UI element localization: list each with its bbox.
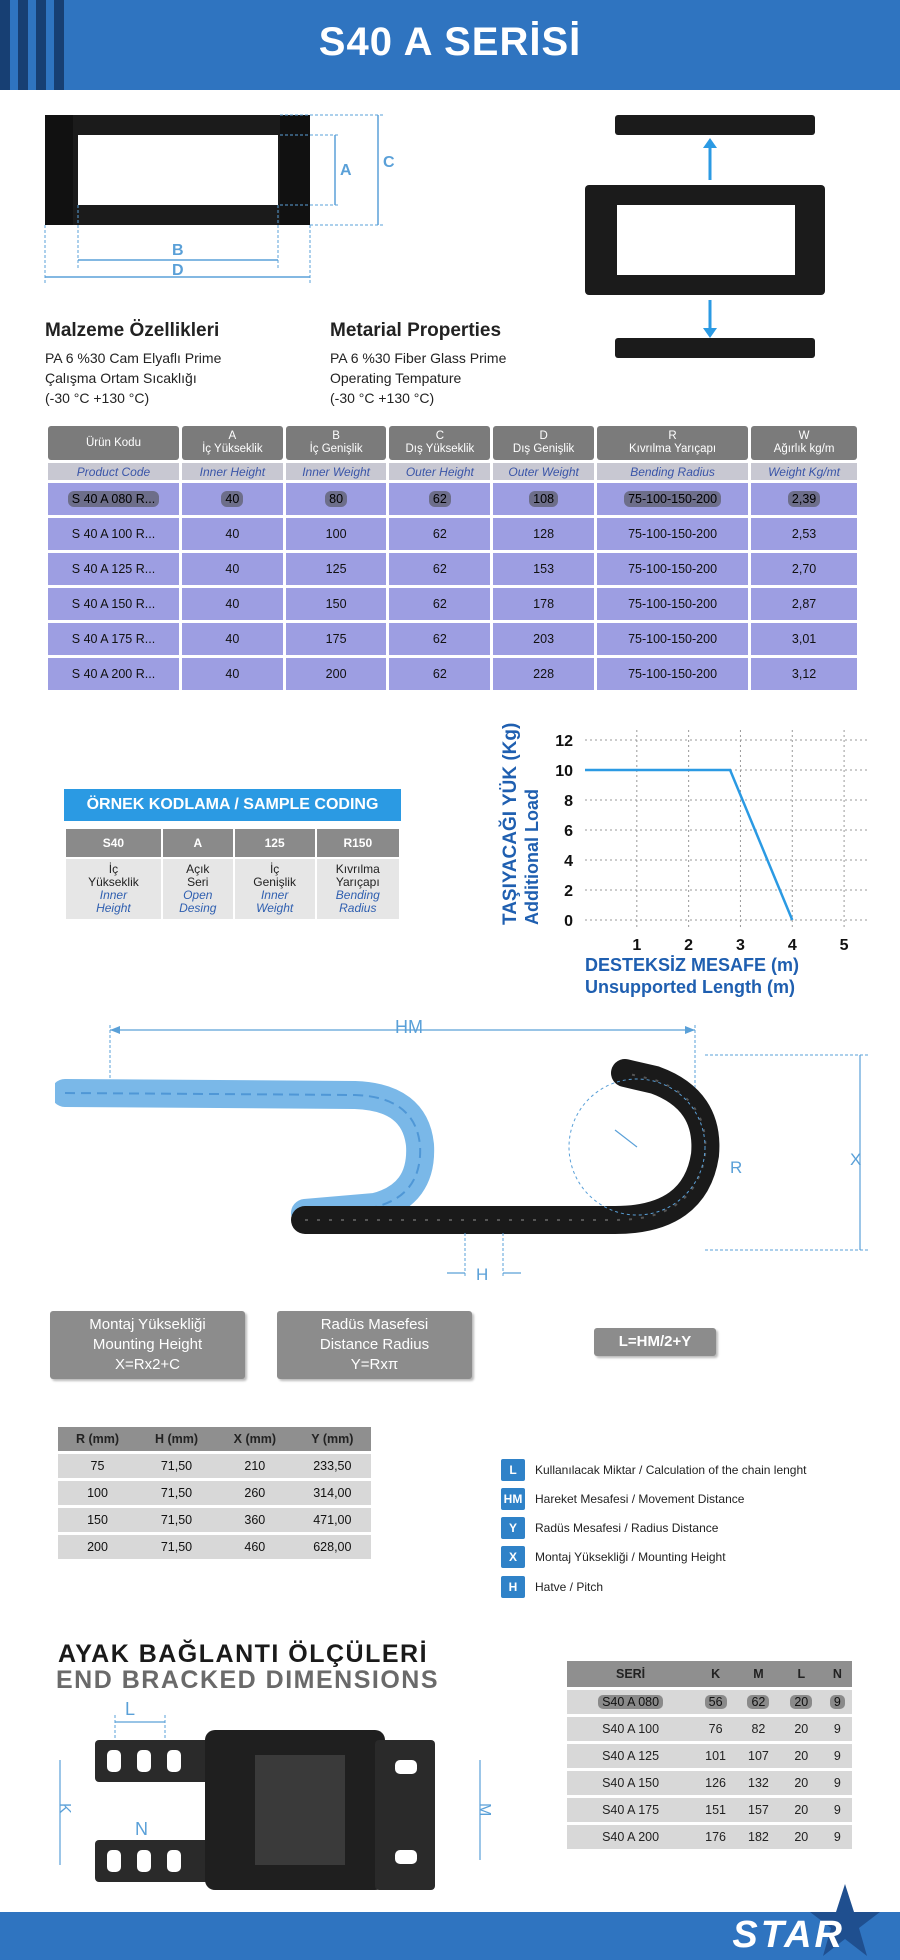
x-tick-label: 2 [684,937,694,954]
y-tick-label: 6 [564,823,573,840]
table-row: 150 71,50 360 471,00 [58,1508,371,1532]
page-header [0,0,900,90]
table-row: S 40 A 175 R... 40 175 62 203 75-100-150-200 3,01 [48,623,857,655]
y-tick-label: 0 [564,913,573,930]
material-en-line2: Operating Tempature [330,370,462,386]
y-tick-label: 2 [564,883,573,900]
chart-x-ticks [632,937,848,954]
table-row: S40 A 150 126 132 20 9 [567,1771,852,1795]
label-b: B [172,242,184,259]
sample-coding [64,789,401,921]
table-row: S40 A 125 101 107 20 9 [567,1744,852,1768]
label-n: N [135,1819,148,1839]
sample-coding-title: ÖRNEK KODLAMA / SAMPLE CODING [64,789,401,821]
table-row: S 40 A 080 R... 40 80 62 108 75-100-150-200 2,39 [48,483,857,515]
legend-item-x: X Montaj Yüksekliği / Mounting Height [501,1546,726,1568]
material-en-title: Metarial Properties [330,320,502,341]
header-a: A İç Yükseklik [182,426,283,460]
end-bracket-title-tr: AYAK BAĞLANTI ÖLÇÜLERİ [58,1640,429,1668]
table-row: S 40 A 150 R... 40 150 62 178 75-100-150-200 2,87 [48,588,857,620]
x-tick-label: 1 [632,937,642,954]
chart-y-ticks [555,733,573,930]
header-d: D Dış Genişlik [493,426,594,460]
label-m: M [476,1803,493,1817]
radius-table: R (mm) H (mm) X (mm) Y (mm) 75 71,50 210 233,50 100 71,50 260 314,00 150 71,50 360 471,00 200 71,50 460 628,00 [58,1424,371,1562]
y-tick-label: 4 [564,853,573,870]
y-tick-label: 12 [555,733,573,750]
material-tr-line2: Çalışma Ortam Sıcaklığı [45,370,197,386]
chain-cross-section-diagram [40,105,420,295]
label-l: L [125,1700,136,1719]
legend-item-hm: HM Hareket Mesafesi / Movement Distance [501,1488,744,1510]
legend-item-l: L Kullanılacak Miktar / Calculation of the chain lenght [501,1459,806,1481]
label-x: X [850,1150,862,1169]
end-bracket-table: SERİ K M L N S40 A 080 56 62 20 9 S40 A 100 76 82 20 9 S40 A 125 101 107 20 9 S40 A 150 126 132 20 9 S40 A 175 151 157 20 9 S40 A 200 176 182 20 9 [567,1658,852,1852]
chart-xlabel: DESTEKSİZ MESAFE (m) [585,955,800,975]
y-tick-label: 10 [555,763,573,780]
label-a: A [340,162,352,179]
legend-item-y: Y Radüs Mesafesi / Radius Distance [501,1517,718,1539]
header-product-code: Ürün Kodu [48,426,179,460]
material-tr-title: Malzeme Özellikleri [45,320,220,341]
table-row: 200 71,50 460 628,00 [58,1535,371,1559]
end-bracket-title-en: END BRACKED DIMENSIONS [56,1666,440,1694]
chain-installation-illustration [55,1015,875,1305]
chart-grid [585,730,870,930]
material-tr-line3: (-30 °C +130 °C) [45,390,150,406]
product-table-header [48,426,857,460]
legend-item-h: H Hatve / Pitch [501,1576,603,1598]
material-tr-block [45,320,221,408]
material-tr-line1: PA 6 %30 Cam Elyaflı Prime [45,350,222,366]
header-r: R Kıvrılma Yarıçapı [597,426,748,460]
label-c: C [383,154,395,171]
label-h: H [476,1265,489,1284]
page-footer [0,1912,900,1960]
chart-ylabel: TAŞIYACAĞI YÜK (Kg) [500,722,521,925]
brand-logo-text: STAR [732,1914,845,1956]
formula-mounting-height: Montaj Yüksekliği Mounting Height X=Rx2+C [50,1311,245,1379]
label-hm: HM [395,1017,423,1037]
product-table-subheader: Product Code Inner Height Inner Weight Outer Height Outer Weight Bending Radius Weight Kg/mt [48,463,857,480]
table-row: S40 A 200 176 182 20 9 [567,1825,852,1849]
load-chart [490,715,880,1005]
table-row: S40 A 080 56 62 20 9 [567,1690,852,1714]
label-d: D [172,262,184,279]
table-row: S 40 A 100 R... 40 100 62 128 75-100-150-200 2,53 [48,518,857,550]
label-k: K [56,1803,73,1814]
product-table [45,423,860,693]
page-title: S40 A SERİSİ [318,20,582,64]
formula-distance-radius: Radüs Masefesi Distance Radius Y=Rxπ [277,1311,472,1379]
chart-ylabel2: Additional Load [522,789,542,925]
chart-xlabel2: Unsupported Length (m) [585,977,795,997]
header-w: W Ağırlık kg/m [751,426,857,460]
header-c: C Dış Yükseklik [389,426,490,460]
y-tick-label: 8 [564,793,573,810]
x-tick-label: 3 [736,937,745,954]
material-en-block [330,320,506,408]
material-en-line3: (-30 °C +130 °C) [330,390,435,406]
table-row: S40 A 100 76 82 20 9 [567,1717,852,1741]
material-en-line1: PA 6 %30 Fiber Glass Prime [330,350,507,366]
table-row: 75 71,50 210 233,50 [58,1454,371,1478]
sample-coding-table: S40 A 125 R150 İç Yükseklik Inner Height Açık Seri Open Desing İç Genişlik Inner Weight Kıvrılma Yarıçapı Bending Radius [64,827,401,921]
label-r: R [730,1158,743,1177]
header-b: B İç Genişlik [286,426,387,460]
end-bracket-diagram [55,1700,495,1900]
table-row: S 40 A 200 R... 40 200 62 228 75-100-150-200 3,12 [48,658,857,690]
formula-length: L=HM/2+Y [594,1328,716,1356]
x-tick-label: 4 [787,937,797,954]
table-row: S 40 A 125 R... 40 125 62 153 75-100-150-200 2,70 [48,553,857,585]
table-row: 100 71,50 260 314,00 [58,1481,371,1505]
chain-open-diagram [575,110,855,370]
table-row: S40 A 175 151 157 20 9 [567,1798,852,1822]
x-tick-label: 5 [839,937,849,954]
